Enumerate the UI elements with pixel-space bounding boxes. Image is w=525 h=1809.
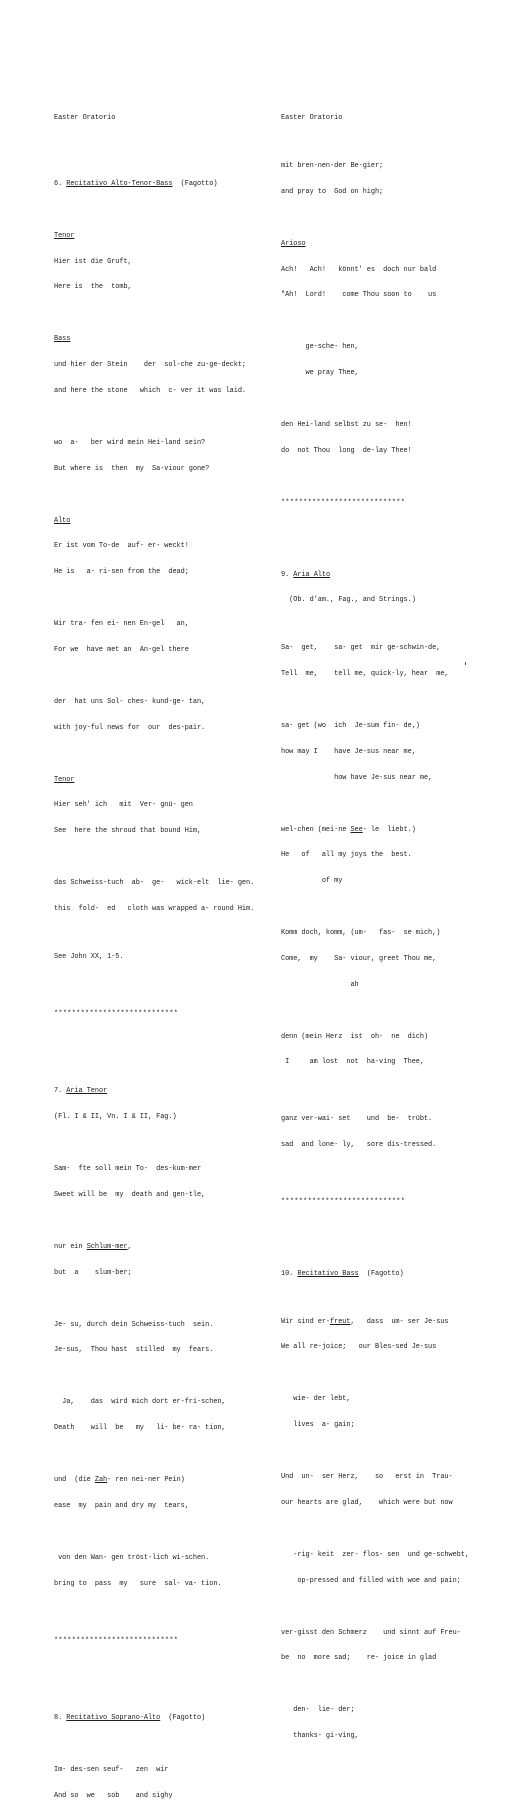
german-line: denn (mein Herz ist oh- ne dich) — [281, 1032, 429, 1041]
german-line: Sam- fte soll mein To- des-kum-mer — [54, 1165, 202, 1174]
section-heading: 6. Recitativo Alto-Tenor-Bass (Fagotto) — [54, 179, 218, 188]
english-line: He of all my joys the best. — [281, 851, 412, 860]
english-line: but a slum-ber; — [54, 1268, 132, 1277]
german-line: sa- get (wo ich Je-sum fin- de,) — [281, 722, 420, 730]
german-line: ver-gisst den Schmerz und sinnt auf Freu- — [281, 1628, 461, 1637]
english-line: lives a- gain; — [281, 1421, 355, 1430]
german-line: von den Wan- gen tröst-lich wi-schen. — [54, 1553, 210, 1562]
page-header: Easter Oratorio — [281, 114, 343, 123]
section-divider: **************************** — [54, 1009, 179, 1018]
english-line: op-pressed and filled with woe and pain; — [281, 1576, 461, 1585]
english-line: Come, my Sa- viour, greet Thou me, — [281, 954, 437, 963]
english-line: ah — [281, 980, 359, 989]
section-divider: **************************** — [54, 1636, 179, 1645]
english-line: Je-sus, Thou hast stilled my fears. — [54, 1346, 214, 1355]
english-line: But where is then my Sa-viour gone? — [54, 464, 210, 473]
english-line: we pray Thee, — [281, 369, 359, 378]
german-line: Er ist vom To-de auf- er- weckt! — [54, 542, 189, 551]
german-line: den- lie- der; — [281, 1706, 355, 1715]
german-line: nur ein Schlum-mer, — [54, 1242, 132, 1251]
english-line: our hearts are glad, which were but now — [281, 1498, 453, 1507]
german-line: das Schweiss-tuch ab- ge- wick-elt lie- gen. — [54, 879, 255, 888]
german-line: und (die Zah- ren nei-ner Pein) — [54, 1476, 185, 1485]
voice-label: Tenor — [54, 231, 75, 240]
english-line: do not Thou long de-lay Thee! — [281, 446, 412, 455]
voice-label: Arioso — [281, 239, 306, 248]
english-line: thanks- gi-ving, — [281, 1732, 359, 1741]
english-line: be no more sad; re- joice in glad — [281, 1654, 437, 1663]
section-heading: 10. Recitativo Bass (Fagotto) — [281, 1269, 404, 1278]
german-line: den Hei-land selbst zu se- hen! — [281, 421, 412, 430]
english-line: how have Je-sus near me, — [281, 773, 433, 782]
german-line: Hier ist die Gruft, — [54, 257, 132, 266]
section-heading: 7. Aria Tenor — [54, 1087, 108, 1096]
english-line: this fold- ed cloth was wrapped a- round Him. — [54, 904, 255, 913]
german-line: wo a- ber wird mein Hei-land sein? — [54, 438, 206, 447]
german-line: wie- der lebt, — [281, 1395, 351, 1404]
german-line: Sa- get, sa- get mir ge-schwin-de, — [281, 644, 441, 653]
scripture-reference: See John XX, 1-5. — [54, 952, 124, 961]
german-line: ge-sche- hen, — [281, 343, 359, 352]
german-line: Und un- ser Herz, so erst in Trau- — [281, 1473, 453, 1482]
german-line: und hier der Stein der sol-che zu-ge-deckt; — [54, 361, 246, 370]
page-header: Easter Oratorio — [54, 114, 116, 123]
english-line: and pray to God on high; — [281, 187, 384, 196]
german-line: Je- su, durch dein Schweiss-tuch sein. — [54, 1320, 214, 1329]
english-line: Sweet will be my death and gen-tle, — [54, 1190, 206, 1199]
left-column — [54, 97, 280, 1809]
english-line: We all re-joice; our Bles-sed Je-sus — [281, 1343, 437, 1352]
english-line: For we have met an An-gel there — [54, 645, 189, 654]
english-line: sad and lone- ly, sore dis-tressed. — [281, 1141, 437, 1150]
english-line: ease my pain and dry my tears, — [54, 1501, 189, 1510]
instrumentation: (Fl. I & II, Vn. I & II, Fag.) — [54, 1113, 177, 1122]
english-line: Here is the tomb, — [54, 283, 132, 292]
voice-label: Bass — [54, 335, 71, 344]
english-line: And so we sob and sighy — [54, 1791, 173, 1800]
german-line: Komm doch, komm, (um- fas- se mich,) — [281, 929, 441, 938]
english-line: bring to pass my sure sal- va- tion. — [54, 1579, 222, 1588]
english-line: See here the shroud that bound Him, — [54, 827, 202, 836]
german-line: mit bren-nen-der Be-gier; — [281, 162, 384, 171]
german-line: Wir sind er-freut, dass um- ser Je-sus — [281, 1317, 449, 1326]
german-line: Hier seh' ich mit Ver- gnü- gen — [54, 801, 193, 810]
english-line: how may I have Je-sus near me, — [281, 747, 416, 756]
section-divider: **************************** — [281, 498, 406, 507]
english-line: of my — [281, 877, 343, 886]
page-edge-mark — [465, 662, 466, 665]
german-line: Wir tra- fen ei- nen En-gel an, — [54, 620, 189, 629]
section-divider: **************************** — [281, 1198, 406, 1207]
section-heading: 8. Recitativo Soprano-Alto (Fagotto) — [54, 1714, 206, 1723]
voice-label: Tenor — [54, 775, 75, 784]
german-line: Im- des-sen seuf- zen wir — [54, 1766, 169, 1775]
german-line: ganz ver-wai- set und be- trübt. — [281, 1115, 433, 1124]
german-line: wel-chen (mei-ne See- le liebt.) — [281, 825, 416, 834]
english-line: with joy-ful news for our des-pair. — [54, 723, 206, 732]
english-line: Tell me, tell me, quick-ly, hear me, — [281, 670, 449, 679]
english-line: Death will be my li- be- ra- tion, — [54, 1424, 226, 1433]
english-line: "Ah! Lord! come Thou soon to us — [281, 291, 437, 300]
english-line: He is a- ri-sen from the dead; — [54, 568, 189, 577]
german-line: -rig- keit zer- flos- sen und ge-schwebt, — [281, 1550, 469, 1559]
right-column — [281, 97, 503, 1749]
instrumentation: (Ob. d'am., Fag., and Strings.) — [281, 596, 416, 605]
german-line: Ach! Ach! könnt' es doch nur bald — [281, 265, 437, 274]
german-line: der hat uns Sol- ches- kund-ge- tan, — [54, 697, 206, 706]
english-line: and here the stone which c- ver it was laid. — [54, 386, 246, 395]
section-heading: 9. Aria Alto — [281, 570, 331, 579]
voice-label: Alto — [54, 516, 71, 525]
english-line: I am lost not ha-ving Thee, — [281, 1058, 424, 1067]
german-line: Ja, das wird mich dort er-fri-schen, — [54, 1398, 226, 1407]
